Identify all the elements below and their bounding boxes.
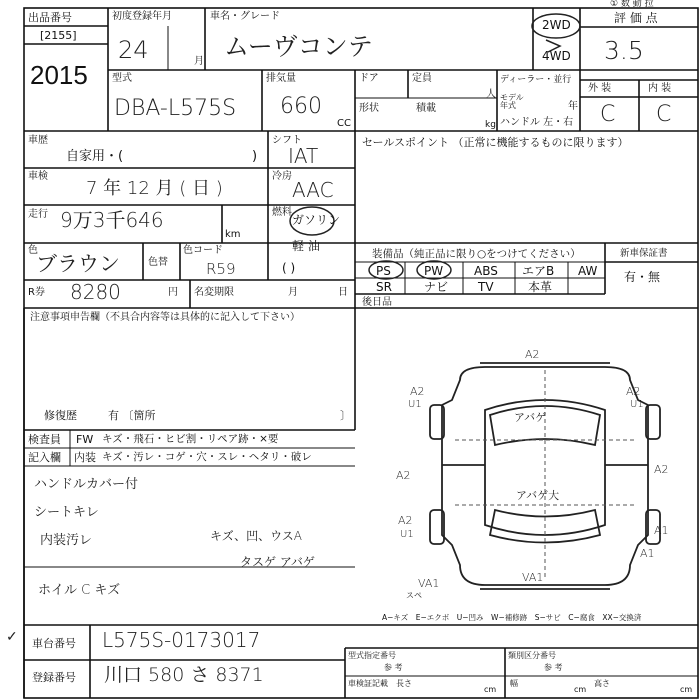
width-cm: cm	[574, 685, 587, 694]
recorder-label: 記入欄	[28, 451, 61, 464]
diag-label-lf-u: U1	[408, 399, 422, 410]
handle-label: ハンドル 左・右	[500, 117, 574, 128]
diag-label-top: A2	[525, 348, 540, 361]
checkmark: ✓	[6, 629, 18, 645]
recorder-text: キズ・汚レ・コゲ・穴・スレ・ヘタリ・破レ	[102, 451, 312, 463]
equip-navi: ナビ	[424, 280, 449, 294]
capacity-label: 定員	[412, 73, 432, 84]
recorder-in: 内装	[74, 451, 96, 464]
history-close: )	[252, 149, 258, 164]
fuel-gas: ガソリン	[292, 213, 341, 227]
model-value: DBA-L575S	[114, 96, 237, 121]
height-cm: cm	[680, 685, 693, 694]
diag-label-lf: A2	[410, 385, 425, 398]
displacement-label: 排気量	[266, 73, 296, 84]
diag-label-hood: アバゲ	[514, 411, 547, 424]
repair-close: 〕	[340, 409, 351, 422]
lot-no-label: 出品番号	[28, 11, 72, 24]
kg-unit: kg	[485, 120, 496, 130]
diag-label-l: A2	[396, 469, 411, 482]
chassis-value: L575S-0173017	[102, 628, 261, 652]
inspection-value: 7 年 12 月 ( 日 )	[86, 178, 223, 199]
diag-label-lw: VA1	[418, 577, 440, 590]
recycle-value: 8280	[70, 280, 121, 304]
reg-label: 登録番号	[32, 671, 76, 684]
note-line-1: ハンドルカバー付	[34, 477, 139, 492]
height-label: 高さ	[594, 679, 610, 688]
recycle-label: R券	[28, 287, 45, 298]
shift-value: IAT	[288, 144, 319, 168]
yen-unit: 円	[168, 287, 178, 298]
displacement-value: 660	[280, 94, 322, 119]
car-name: ムーヴコンテ	[224, 32, 373, 61]
sales-point-label: セールスポイント （正常に機能するものに限ります）	[362, 136, 629, 149]
equipment-title: 装備品（純正品に限り○をつけてください）	[372, 248, 581, 260]
equip-sr: SR	[376, 280, 392, 294]
exterior-value: C	[600, 102, 616, 127]
color-label: 色	[28, 245, 38, 256]
diag-label-roof: アバゲ大	[516, 489, 560, 502]
year-unit: 年	[568, 101, 578, 112]
diag-label-rf-u: U1	[630, 399, 644, 410]
notice-label: 注意事項申告欄（不具合内容等は具体的に記入して下さい）	[30, 312, 300, 323]
cc-unit: CC	[337, 118, 351, 129]
lot-bracket: [2155]	[40, 29, 77, 42]
chassis-label: 車台番号	[32, 637, 76, 650]
inspector-fw: FW	[76, 433, 94, 446]
diag-label-lr-u: U1	[400, 529, 414, 540]
diag-label-rr2: A1	[640, 547, 655, 560]
first-reg-year: 24	[118, 36, 149, 64]
length-label: 長さ	[396, 679, 412, 688]
diag-label-lr: A2	[398, 514, 413, 527]
history-label: 車歴	[28, 135, 48, 146]
equip-airbag: エアB	[522, 264, 555, 278]
later-date-label: 後日品	[362, 297, 392, 308]
warranty-value: 有・無	[624, 270, 661, 284]
eval-label: 評 価 点	[614, 11, 658, 25]
type-no-label: 型式指定番号	[348, 651, 396, 660]
ac-value: AAC	[292, 178, 334, 202]
shape-label: 形状	[359, 103, 379, 114]
diag-label-rf: A2	[626, 385, 641, 398]
cert-label: 車検証記載	[348, 679, 388, 688]
equip-leather: 本革	[528, 280, 553, 294]
mileage-label: 走行	[28, 209, 48, 220]
first-reg-label: 初度登録年月	[112, 11, 172, 22]
lot-number: 2015	[30, 60, 88, 90]
ac-label: 冷房	[272, 171, 292, 182]
note-line-3c: タスゲ アバゲ	[240, 555, 315, 569]
inspector-label: 検査員	[28, 433, 61, 446]
first-reg-month-unit: 月	[194, 56, 204, 67]
equip-ps: PS	[376, 264, 391, 278]
color-change-label: 色替	[148, 257, 168, 268]
equip-pw: PW	[424, 264, 444, 278]
model-label: 型式	[112, 73, 132, 84]
cert-ref: 参 考	[544, 663, 563, 672]
month-unit: 月	[288, 287, 298, 298]
car-name-label: 車名・グレード	[210, 11, 280, 22]
exterior-label: 外 装	[588, 83, 612, 94]
top-right-text: ① 数 動 拉	[610, 0, 654, 9]
ref-label: 参 考	[384, 663, 403, 672]
class-label: 類別区分番号	[508, 651, 556, 660]
warranty-label: 新車保証書	[620, 248, 668, 259]
model-year-label: モデル 年式	[500, 93, 524, 110]
color-code-label: 色コード	[183, 245, 223, 256]
shift-label: シフト	[272, 135, 302, 146]
diag-label-spe: スペ	[406, 591, 422, 600]
name-change-label: 名変期限	[194, 287, 234, 298]
dealer-label: ディーラー・並行	[500, 75, 572, 85]
repair-label: 修復歴	[44, 409, 77, 422]
inspector-text: キズ・飛石・ヒビ割・リペア跡・×要	[102, 433, 279, 445]
diag-label-rear: VA1	[522, 571, 544, 584]
day-unit: 日	[338, 287, 348, 298]
fuel-label: 燃料	[272, 207, 292, 218]
load-label: 積載	[416, 103, 436, 114]
fuel-paren: ( )	[282, 261, 296, 275]
history-value: 自家用・(	[66, 149, 124, 164]
fuel-diesel: 軽 油	[292, 239, 320, 253]
km-unit: km	[225, 229, 241, 240]
drive-4wd: 4WD	[542, 49, 571, 63]
inspection-label: 車検	[28, 171, 48, 182]
interior-value: C	[656, 102, 672, 127]
mileage-value: 9万3千646	[60, 208, 164, 232]
equip-abs: ABS	[474, 264, 498, 278]
eval-score: 3.5	[604, 36, 644, 65]
repair-value: 有 〔箇所	[108, 409, 156, 422]
door-label: ドア	[359, 73, 379, 84]
equip-aw: AW	[578, 264, 598, 278]
color-code-value: R59	[206, 260, 236, 278]
diagram-legend: A−キズ E−エクボ U−凹み W−補修跡 S−サビ C−腐食 XX−交換済	[382, 613, 642, 622]
diag-label-r: A2	[654, 463, 669, 476]
note-line-3b: キズ、凹、ウスA	[210, 529, 302, 543]
reg-value: 川口 580 さ 8371	[104, 664, 264, 686]
note-line-3: 内装汚レ	[40, 533, 93, 548]
note-line-2: シートキレ	[34, 505, 99, 520]
interior-label: 内 装	[648, 83, 672, 94]
length-cm: cm	[484, 685, 497, 694]
person-unit: 人	[486, 89, 496, 100]
equip-tv: TV	[478, 280, 494, 294]
diag-label-rr: A1	[654, 524, 669, 537]
color-value: ブラウン	[36, 252, 120, 276]
drive-2wd: 2WD	[542, 18, 571, 32]
note-line-4: ホイル C キズ	[38, 583, 121, 598]
width-label: 幅	[510, 679, 518, 688]
